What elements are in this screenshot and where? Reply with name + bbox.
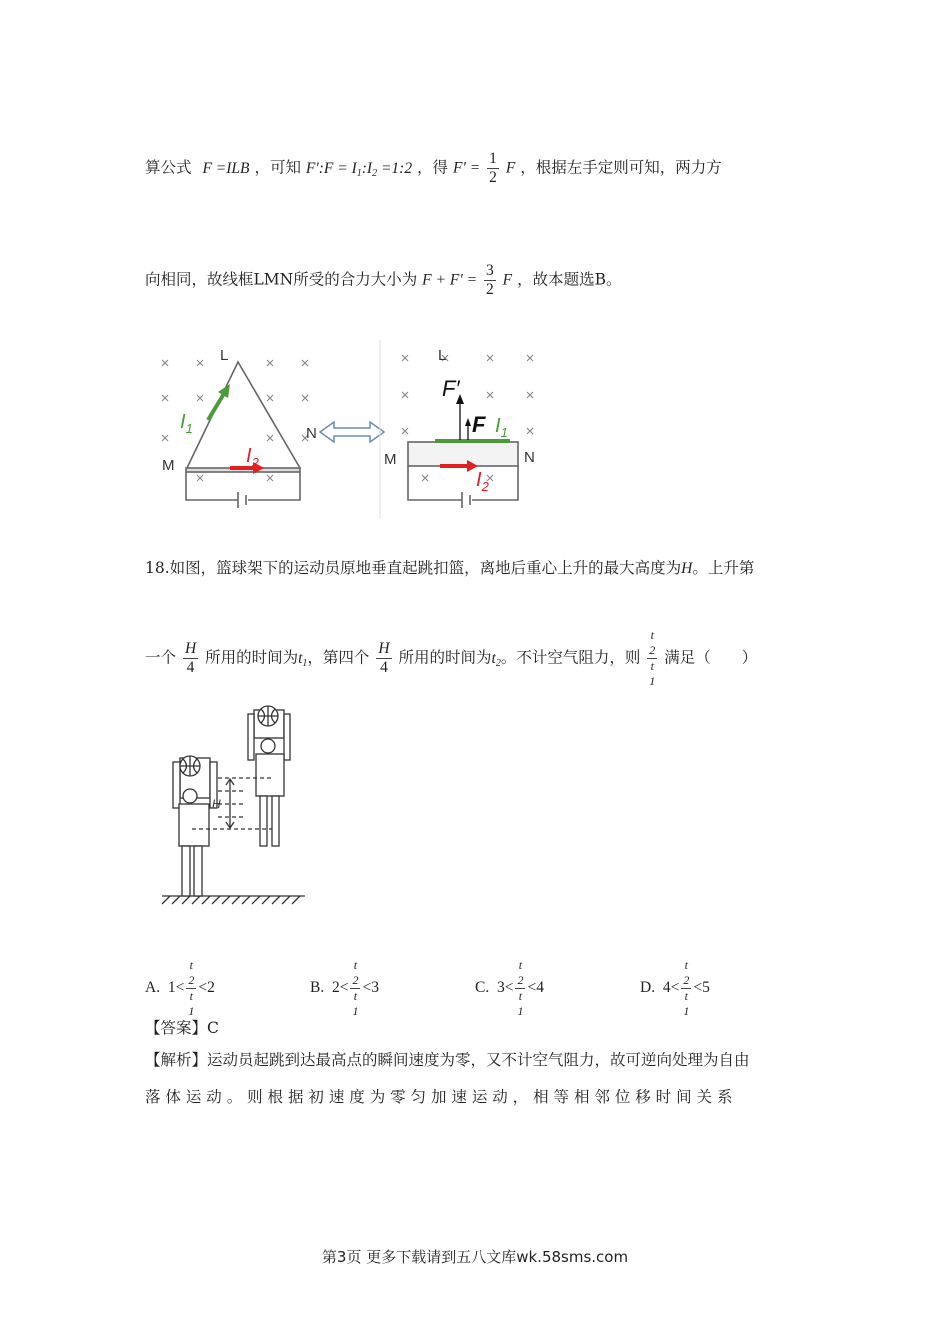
text: 一个 <box>145 648 177 667</box>
text: 。不计空气阻力，则 <box>500 648 641 667</box>
answer-label: 【答案】 <box>145 1019 208 1037</box>
ground-hatch <box>162 896 300 904</box>
label-I1-right: $I_1$ <box>495 415 508 440</box>
var-t1: $t_1$ <box>298 649 308 669</box>
triangle-frame <box>186 362 300 508</box>
fraction: $\frac{1}{2}$ <box>489 150 497 186</box>
para2-line <box>145 262 621 299</box>
analysis-line2 <box>145 1085 732 1107</box>
label-N-right: N <box>524 449 535 466</box>
text: 。上升第 <box>692 559 755 577</box>
formula: F <box>505 159 516 177</box>
fraction: $\frac{3}{2}$ <box>485 262 494 298</box>
label-N: N <box>306 425 317 442</box>
force-arrowhead-small <box>465 418 471 426</box>
i1-arrow <box>208 392 225 420</box>
label-I2: $I_2$ <box>246 445 259 470</box>
magnetic-field-figure <box>150 340 550 520</box>
option-c[interactable]: C. 3< t 2 t 1 <4 <box>475 958 544 1018</box>
text: 算公式 <box>145 158 192 177</box>
text: ，根据左手定则可知，两力方 <box>520 158 722 177</box>
text: ，第四个 <box>307 648 370 667</box>
text: 18.如图，篮球架下的运动员原地垂直起跳扣篮，离地后重心上升的最大高度为 <box>145 559 682 577</box>
ratio-formula: F′:F = $I_1:I_2$ =1:2 <box>305 159 413 179</box>
text: 所用的时间为 <box>205 648 299 667</box>
option-b[interactable]: B. 2< t 2 t 1 <3 <box>310 958 379 1018</box>
fraction-H4: $\frac{H}{4}$ <box>378 640 390 676</box>
page-footer: 第3页 更多下载请到五八文库wk.58sms.com <box>321 1248 629 1266</box>
fraction-H4: $\frac{H}{4}$ <box>184 640 197 676</box>
formula: F =ILB <box>202 159 250 177</box>
label-L-right: L <box>438 347 447 364</box>
var-H: H <box>681 560 693 577</box>
fraction-t2-t1: t 2 t 1 <box>517 958 524 1018</box>
text: 运动员起跳到达最高点的瞬间速度为零，又不计空气阻力，故可逆向处理为自由 <box>207 1051 750 1069</box>
player-jumping <box>248 706 290 846</box>
fraction-t2-t1: t 2 t 1 <box>352 958 359 1018</box>
option-a[interactable]: A. 1< t 2 t 1 <2 <box>145 958 215 1018</box>
text: ，可知 <box>254 158 301 177</box>
label-M: M <box>162 457 175 474</box>
fraction-t2-t1: t 2 t 1 <box>683 958 690 1018</box>
q18-line1 <box>145 556 754 578</box>
para1-line <box>145 150 722 187</box>
q18-line2 <box>145 628 757 689</box>
formula: F <box>502 271 513 289</box>
label-Fp: F′ <box>442 376 460 401</box>
label-H: H <box>212 797 221 811</box>
label-I2-right: $I_2$ <box>476 469 489 494</box>
var-t2: $t_2$ <box>491 649 501 669</box>
formula: F + F′ = <box>422 271 478 289</box>
label-M-right: M <box>384 451 397 468</box>
fraction-t2-t1: t 2 t 1 <box>188 958 195 1018</box>
text: ，故本题选B。 <box>517 270 622 289</box>
formula: F′ = <box>452 159 481 177</box>
option-d[interactable]: D. 4< t 2 t 1 <5 <box>640 958 710 1018</box>
analysis-line1 <box>145 1048 750 1070</box>
basketball-figure <box>160 700 310 905</box>
answer-line <box>145 1016 219 1038</box>
label-I1: $I_1$ <box>180 411 193 436</box>
text: ，得 <box>417 158 449 177</box>
double-arrow-icon <box>320 422 384 442</box>
text: 向相同，故线框LMN所受的合力大小为 <box>145 270 418 289</box>
analysis-label: 【解析】 <box>145 1051 208 1069</box>
fraction-t2-t1: t 2 t 1 <box>649 628 656 688</box>
label-F: F <box>472 412 486 437</box>
text: 所用的时间为 <box>398 648 492 667</box>
label-L: L <box>220 347 229 364</box>
text: 满足（ ） <box>664 648 758 667</box>
answer-value: C <box>207 1019 219 1037</box>
text: 落 体 运 动 。 则 根 据 初 速 度 为 零 匀 加 速 运 动 ， 相 等 相 邻 位 移 时 间 关 系 <box>145 1088 733 1106</box>
flat-frame <box>408 442 518 508</box>
player-standing <box>173 756 217 896</box>
